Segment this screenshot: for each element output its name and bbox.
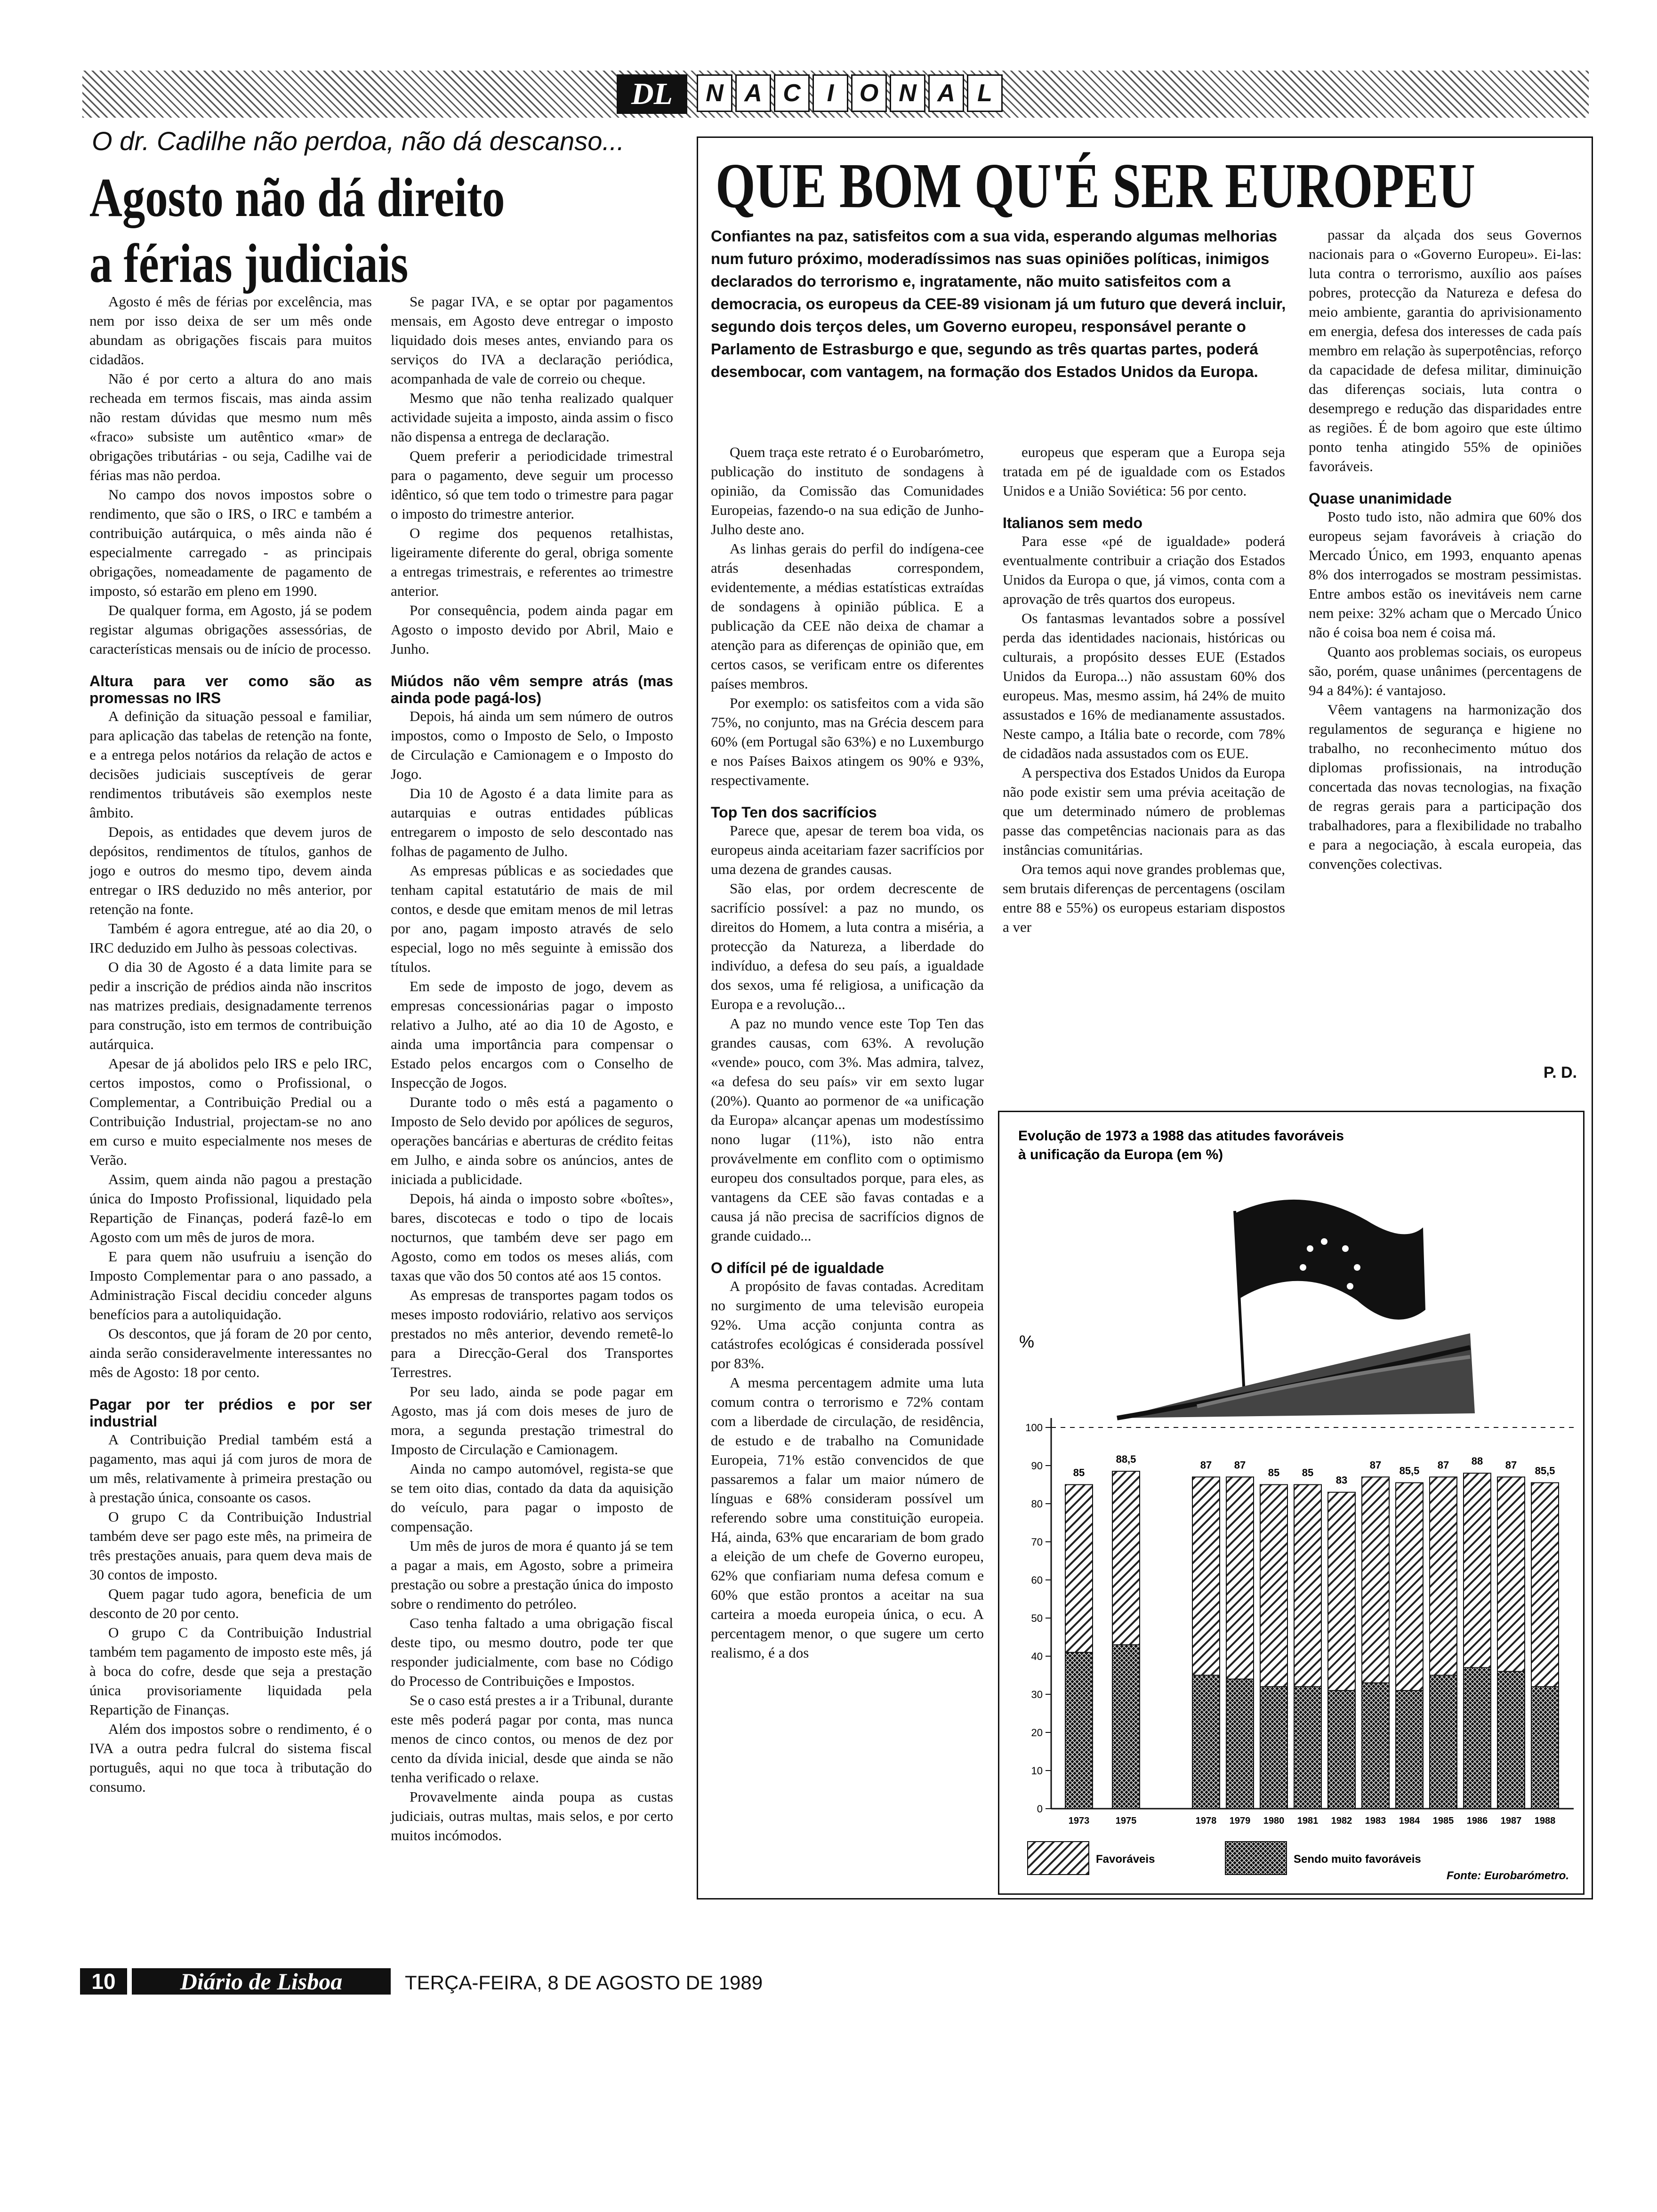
left-article-column-2: [391, 292, 673, 1845]
paragraph: Um mês de juros de mora é quanto já se tem a pagar a mais, em Agosto, sobre a primeira prestação ou sobre a prestação única do imposto sobre o rendimento do petróleo.: [391, 1538, 673, 1612]
masthead-logo: DL: [617, 74, 687, 114]
bar-value-label: 87: [1234, 1459, 1246, 1471]
y-tick-label: 10: [1031, 1765, 1043, 1777]
legend-label-muito-favoraveis: Sendo muito favoráveis: [1294, 1853, 1421, 1866]
x-tick-label: 1983: [1365, 1816, 1386, 1826]
subheading: O difícil pé de igualdade: [711, 1259, 885, 1276]
footer-page-number: 10: [80, 1968, 127, 1995]
bar-value-label: 83: [1335, 1474, 1348, 1486]
paragraph: Os descontos, que já foram de 20 por cento, ainda serão consideravelmente interessantes no mês de Agosto: 18 por cento.: [89, 1325, 372, 1380]
paragraph: O grupo C da Contribuição Industrial também tem pagamento de imposto este mês, já à boca do cofre, desde que seja a prestação única provisoriamente liquidada pela Repartição de Finanças.: [89, 1624, 372, 1718]
right-article-lead: Confiantes na paz, satisfeitos com a sua vida, esperando algumas melhorias num futuro próximo, moderadíssimos nas suas opiniões políticas, inimigos declarados do terrorismo e, ingratamente, não muito satisfeitos com a democracia, os europeus da CEE-89 visionam já um futuro que deverá incluir, segundo dois terços deles, um Governo europeu, responsável perante o Parlamento de Estrasburgo e que, segundo as três quartas partes, poderá desembocar, com vantagem, na formação dos Estados Unidos da Europa.: [711, 227, 1286, 380]
paragraph: Não é por certo a altura do ano mais recheada em termos fiscais, mas ainda assim não restam dúvidas que mesmo num mês «fraco» subsiste um autêntico «mar» de obrigações tributárias - ou seja, Cadilhe vai de férias mas não perdoa.: [89, 370, 372, 483]
bar-muito-favoraveis-1984: [1396, 1691, 1423, 1809]
bar-muito-favoraveis-1981: [1294, 1687, 1321, 1809]
y-tick-label: 90: [1031, 1460, 1043, 1472]
bar-value-label: 85: [1268, 1467, 1280, 1479]
paragraph: Mesmo que não tenha realizado qualquer actividade sujeita a imposto, ainda assim o fisco não dispensa a entrega de declaração.: [391, 390, 673, 445]
paragraph: Quanto aos problemas sociais, os europeus são, porém, quase unânimes (percentagens de 94 a 84%): é vantajoso.: [1309, 643, 1582, 698]
bar-muito-favoraveis-1987: [1497, 1671, 1525, 1809]
paragraph: Dia 10 de Agosto é a data limite para as autarquias e outras entidades públicas entregarem o imposto de selo descontado nas folhas de pagamento de Julho.: [391, 785, 673, 859]
bar-value-label: 85,5: [1399, 1465, 1420, 1477]
left-title-line2: a férias judiciais: [89, 232, 409, 294]
section-letter: A: [735, 74, 771, 112]
x-tick-label: 1973: [1068, 1816, 1090, 1826]
paragraph: As linhas gerais do perfil do indígena-cee atrás desenhadas correspondem, evidentemente, a médias estatísticas extraídas de sondagens à opinião pública. E a publicação da CEE não deixa de chamar a atenção para as diferenças de opinião que, em certos casos, se verificam entre os diferentes países membros.: [711, 540, 984, 692]
paragraph: Parece que, apesar de terem boa vida, os europeus ainda aceitariam fazer sacrifícios por uma dezena de grandes causas.: [711, 822, 984, 877]
x-tick-label: 1984: [1399, 1816, 1420, 1826]
bar-muito-favoraveis-1985: [1430, 1675, 1457, 1809]
section-letter: L: [967, 74, 1003, 112]
bar-value-label: 87: [1200, 1459, 1212, 1471]
crowd-with-flag-illustration: [1117, 1200, 1475, 1418]
paragraph: passar da alçada dos seus Governos nacionais para o «Governo Europeu». Ei-las: luta contra o terrorismo, auxílio aos países pobres, protecção da Natureza e defesa do meio ambiente, garantia do aprivisionamento em energia, defesa dos interesses de cada país membro em relação às superpotências, reforço da capacidade de defesa militar, diminuição das diferenças sociais, luta contra o desemprego e redução das disparidades entre as regiões. É de bom agoiro que este último ponto tenha atingido 55% de opiniões favoráveis.: [1309, 226, 1582, 474]
section-letter: N: [697, 74, 732, 112]
right-article-title: QUE BOM QU'É SER EUROPEU: [716, 151, 1476, 221]
paragraph: Ainda no campo automóvel, regista-se que se tem oito dias, contado da data da aquisição do veículo, para pagar o imposto de compensação.: [391, 1460, 673, 1535]
paragraph: Depois, há ainda o imposto sobre «boîtes», bares, discotecas e todo o tipo de locais nocturnos, que também deve ser pago em Agosto, como em todos os meses aliás, com taxas que vão dos 50 contos até aos 15 contos.: [391, 1190, 673, 1284]
paragraph: Para esse «pé de igualdade» poderá eventualmente contribuir a criação dos Estados Unidos da Europa o que, já vimos, conta com a aprovação de três quartos dos europeus.: [1003, 533, 1285, 607]
y-tick-label: 0: [1037, 1803, 1043, 1815]
x-tick-label: 1979: [1229, 1816, 1251, 1826]
paragraph: Ora temos aqui nove grandes problemas que, sem brutais diferenças de percentagens (oscilam entre 88 e 55%) os europeus estariam dispostos a ver: [1003, 861, 1285, 935]
left-article-kicker: O dr. Cadilhe não perdoa, não dá descanso...: [92, 126, 625, 156]
paragraph: De qualquer forma, em Agosto, já se podem registar algumas obrigações assessórias, de características mensais ou de início de processo.: [89, 602, 372, 657]
bar-value-label: 87: [1369, 1459, 1382, 1471]
x-tick-label: 1981: [1297, 1816, 1319, 1826]
chart-title-line2: à unificação da Europa (em %): [1018, 1147, 1223, 1162]
paragraph: Além dos impostos sobre o rendimento, é o IVA a outra pedra fulcral do sistema fiscal português, aqui no que toca à tributação do consumo.: [89, 1721, 372, 1795]
paragraph: Também é agora entregue, até ao dia 20, o IRC deduzido em Julho às pessoas colectivas.: [89, 920, 372, 956]
subheading: Quase unanimidade: [1309, 490, 1452, 507]
paragraph: As empresas públicas e as sociedades que tenham capital estatutário de mais de mil contos, e desde que emitam menos de mil letras por ano, pagam imposto através de selo especial, logo no mês seguinte à emissão dos títulos.: [391, 862, 673, 975]
x-tick-label: 1987: [1500, 1816, 1522, 1826]
paragraph: A Contribuição Predial também está a pagamento, mas aqui já com juros de mora de um mês, relativamente à primeira prestação ou à prestação única, consoante os casos.: [89, 1431, 372, 1506]
bar-muito-favoraveis-1973: [1065, 1652, 1093, 1809]
paragraph: A definição da situação pessoal e familiar, para aplicação das tabelas de retenção na fonte, e a entrega pelos notários da relação de actos e decisões judiciais susceptíveis de gerar rendimentos tributáveis são exemplos neste âmbito.: [89, 708, 372, 821]
bar-muito-favoraveis-1988: [1531, 1687, 1559, 1809]
section-letter: O: [851, 74, 887, 112]
paragraph: Os fantasmas levantados sobre a possível perda das identidades nacionais, históricas ou culturais, a propósito desses EUE (Estados Unidos da Europa...) não assustam 60% dos europeus. Mas, mesmo assim, há 24% de muito assustados e 16% de medianamente assustados. Neste campo, a Itália bate o recorde, com 78% de cidadãos nada assustados com os EUE.: [1003, 610, 1285, 761]
paragraph: Se pagar IVA, e se optar por pagamentos mensais, em Agosto deve entregar o imposto liquidado dois meses antes, enviando para os serviços do IVA a declaração periódica, acompanhada de vale de correio ou cheque.: [391, 293, 673, 387]
paragraph: O dia 30 de Agosto é a data limite para se pedir a inscrição de prédios ainda não inscritos nas matrizes prediais, designadamente terrenos para construção, isto em termos de contribuição autárquica.: [89, 959, 372, 1052]
left-article-column-1: [89, 292, 372, 1796]
paragraph: Depois, há ainda um sem número de outros impostos, como o Imposto de Selo, o Imposto de Circulação e Camionagem e o Imposto do Jogo.: [391, 708, 673, 782]
paragraph: Depois, as entidades que devem juros de depósitos, rendimentos de títulos, ganhos de jogo e outros do mesmo tipo, devem ainda entregar o IRS deduzido no mês anterior, por retenção na fonte.: [89, 824, 372, 917]
x-tick-label: 1988: [1534, 1816, 1556, 1826]
y-tick-label: 30: [1031, 1689, 1043, 1700]
paragraph: Durante todo o mês está a pagamento o Imposto de Selo devido por apólices de seguros, operações bancárias e aberturas de crédito feitas em Julho, e ainda sobre os anúncios, antes de iniciada a publicidade.: [391, 1094, 673, 1187]
chart-panel: [998, 1111, 1585, 1895]
y-tick-label: 70: [1031, 1536, 1043, 1548]
subheading: Miúdos não vêm sempre atrás (mas ainda pode pagá-los): [391, 673, 673, 706]
paragraph: Apesar de já abolidos pelo IRS e pelo IRC, certos impostos, como o Profissional, o Complementar, a Contribuição Predial ou a Contribuição Industrial, projectam-se no ano em curso e muito especialmente nos meses de Verão.: [89, 1055, 372, 1168]
footer-date: TERÇA-FEIRA, 8 DE AGOSTO DE 1989: [405, 1972, 763, 1994]
paragraph: Por consequência, podem ainda pagar em Agosto o imposto devido por Abril, Maio e Junho.: [391, 602, 673, 657]
bar-value-label: 87: [1505, 1459, 1517, 1471]
paragraph: A paz no mundo vence este Top Ten das grandes causas, com 63%. A revolução «vende» pouco, com 3%. Mas admira, talvez, «a defesa do seu país» vir em sexto lugar (20%). Quanto ao pormenor de «a unificação da Europa» alcançar apenas um modestíssimo nono lugar (11%), isto não entra provávelmente em conflito com o optimismo europeu dos consultados porque, para eles, as vantagens da CEE são favas contadas e a causa já não precisa de sacrifícios dignos de grande cuidado...: [711, 1015, 984, 1244]
bar-value-label: 85,5: [1535, 1465, 1555, 1477]
y-tick-label: 100: [1025, 1422, 1043, 1434]
favorability-bar-chart: [999, 1112, 1583, 1893]
bar-muito-favoraveis-1986: [1464, 1667, 1491, 1809]
bar-muito-favoraveis-1982: [1328, 1691, 1355, 1809]
right-article-column-3: [1309, 225, 1582, 874]
paragraph: Provavelmente ainda poupa as custas judiciais, outras multas, mais selos, e por certo muitos incómodos.: [391, 1788, 673, 1843]
section-letter: A: [928, 74, 964, 112]
legend-swatch-favoraveis: [1028, 1842, 1089, 1875]
paragraph: E para quem não usufruiu a isenção do Imposto Complementar para o ano passado, a Administração Fiscal decidiu conceder alguns benefícios para a autoliquidação.: [89, 1248, 372, 1322]
paragraph: Se o caso está prestes a ir a Tribunal, durante este mês poderá pagar por conta, mas nunca menos de cinco contos, ou menos de dez por cento da dívida inicial, desde que ainda se não tenha verificado o relaxe.: [391, 1692, 673, 1786]
bar-muito-favoraveis-1978: [1192, 1675, 1220, 1809]
paragraph: O grupo C da Contribuição Industrial também deve ser pago este mês, na primeira de três prestações anuais, para quem deva mais de 30 contos de imposto.: [89, 1508, 372, 1583]
paragraph: O regime dos pequenos retalhistas, ligeiramente diferente do geral, obriga somente a entregas trimestrais, e referentes ao trimestre anterior.: [391, 525, 673, 599]
paragraph: Por exemplo: os satisfeitos com a vida são 75%, no conjunto, mas na Grécia descem para 60% (em Portugal são 63%) e no Luxemburgo e nos Países Baixos atingem os 90% e 93%, respectivamente.: [711, 695, 984, 788]
subheading: Pagar por ter prédios e por ser industrial: [89, 1396, 372, 1430]
subheading: Altura para ver como são as promessas no IRS: [89, 673, 372, 706]
subheading: Top Ten dos sacrifícios: [711, 804, 877, 821]
chart-title-line1: Evolução de 1973 a 1988 das atitudes favoráveis: [1018, 1128, 1344, 1144]
footer-paper-name: Diário de Lisboa: [132, 1968, 391, 1995]
bar-muito-favoraveis-1979: [1226, 1679, 1254, 1809]
paragraph: Por seu lado, ainda se pode pagar em Agosto, mas já com dois meses de juro de mora, a segunda prestação trimestral do Imposto de Circulação e Camionagem.: [391, 1383, 673, 1458]
left-title-line1: Agosto não dá direito: [89, 167, 505, 228]
legend-swatch-muito-favoraveis: [1225, 1842, 1287, 1875]
article-signature: P. D.: [1543, 1064, 1577, 1082]
y-tick-label: 20: [1031, 1727, 1043, 1739]
paragraph: Assim, quem ainda não pagou a prestação única do Imposto Profissional, liquidado pela Repartição de Finanças, poderá fazê-lo em Agosto com um mês de juros de mora.: [89, 1171, 372, 1245]
paragraph: No campo dos novos impostos sobre o rendimento, que são o IRS, o IRC e também a contribuição autárquica, o mês ainda não é especialmente carregado - as principais obrigações, nomeadamente de pagamento de imposto, só estarão em pleno em 1990.: [89, 486, 372, 599]
section-letter: I: [812, 74, 848, 112]
paragraph: Quem traça este retrato é o Eurobarómetro, publicação do instituto de sondagens à opinião, da Comissão das Comunidades Europeias, fazendo-o na sua edição de Junho-Julho deste ano.: [711, 444, 984, 537]
legend-label-favoraveis: Favoráveis: [1096, 1853, 1155, 1866]
x-tick-label: 1975: [1115, 1816, 1137, 1826]
bar-muito-favoraveis-1980: [1260, 1687, 1287, 1809]
chart-source: Fonte: Eurobarómetro.: [1446, 1869, 1569, 1882]
paragraph: Vêem vantagens na harmonização dos regulamentos de segurança e higiene no trabalho, no reconhecimento mútuo dos diplomas profissionais, na introdução concertada das novas tecnologias, na fixação de regras gerais para a participação dos trabalhadores, para a flexibilidade no trabalho e para a negociação, à escala europeia, das convenções colectivas.: [1309, 701, 1582, 872]
bar-value-label: 85: [1073, 1467, 1085, 1479]
paragraph: Caso tenha faltado a uma obrigação fiscal deste tipo, ou mesmo doutro, pode ter que responder judicialmente, com base no Código do Processo de Contribuições e Impostos.: [391, 1615, 673, 1689]
x-tick-label: 1980: [1263, 1816, 1285, 1826]
bar-value-label: 85: [1302, 1467, 1314, 1479]
bar-value-label: 88: [1471, 1455, 1483, 1467]
x-tick-label: 1986: [1466, 1816, 1488, 1826]
x-tick-label: 1985: [1432, 1816, 1454, 1826]
paragraph: europeus que esperam que a Europa seja tratada em pé de igualdade com os Estados Unidos e a União Soviética: 56 por cento.: [1003, 444, 1285, 499]
paragraph: A propósito de favas contadas. Acreditam no surgimento de uma televisão europeia 92%. Uma acção conjunta contra as catástrofes ecológicas é considerada possível por 83%.: [711, 1278, 984, 1371]
chart-y-axis-label: %: [1019, 1332, 1035, 1351]
paragraph: As empresas de transportes pagam todos os meses imposto rodoviário, relativo aos serviços prestados no mês anterior, devendo remetê-lo para a Direcção-Geral dos Transportes Terrestres.: [391, 1287, 673, 1380]
section-label-nacional: [697, 74, 1005, 114]
bar-muito-favoraveis-1983: [1362, 1683, 1389, 1809]
bar-muito-favoraveis-1975: [1112, 1645, 1140, 1809]
paragraph: Posto tudo isto, não admira que 60% dos europeus sejam favoráveis à criação do Mercado Único, em 1993, enquanto apenas 8% dos interrogados se mostram pessimistas. Entre ambos estão os inevitáveis nem carne nem peixe: 32% acham que o Mercado Único não é coisa boa nem é coisa má.: [1309, 508, 1582, 641]
paragraph: Em sede de imposto de jogo, devem as empresas concessionárias pagar o imposto relativo a Julho, até ao dia 10 de Agosto, e ainda uma importância para compensar o Estado pelos encargos com o Conselho de Inspecção de Jogos.: [391, 978, 673, 1091]
right-article-column-1: [711, 442, 984, 1662]
paragraph: Quem preferir a periodicidade trimestral para o pagamento, deve seguir um processo idêntico, só que tem todo o trimestre para pagar o imposto do trimestre anterior.: [391, 448, 673, 522]
bar-value-label: 87: [1437, 1459, 1449, 1471]
x-tick-label: 1982: [1331, 1816, 1352, 1826]
bar-value-label: 88,5: [1116, 1453, 1136, 1466]
y-tick-label: 50: [1031, 1612, 1043, 1624]
y-tick-label: 40: [1031, 1651, 1043, 1662]
section-letter: C: [774, 74, 810, 112]
paragraph: Quem pagar tudo agora, beneficia de um desconto de 20 por cento.: [89, 1586, 372, 1621]
paragraph: São elas, por ordem decrescente de sacrifício possível: a paz no mundo, os direitos do Homem, a luta contra a miséria, a protecção da Natureza, a liberdade do indivíduo, a defesa do seu país, a igualdade dos sexos, uma fé religiosa, a unificação da Europa e a revolução...: [711, 880, 984, 1012]
section-letter: N: [890, 74, 925, 112]
y-tick-label: 80: [1031, 1498, 1043, 1510]
paragraph: Agosto é mês de férias por excelência, mas nem por isso deixa de ser um mês onde abundam as obrigações fiscais para muitos cidadãos.: [89, 293, 372, 368]
subheading: Italianos sem medo: [1003, 514, 1142, 531]
right-article-column-2: [1003, 442, 1285, 937]
y-tick-label: 60: [1031, 1574, 1043, 1586]
paragraph: A mesma percentagem admite uma luta comum contra o terrorismo e 72% contam com a liberdade de circulação, de residência, de estudo e de trabalho na Comunidade Europeia, 71% estão convencidos de que passaremos a falar um maior número de línguas e 68% consideram possível um referendo sobre uma constituição europeia. Há, ainda, 63% que encarariam de bom grado a eleição de um chefe de Governo europeu, 62% que confiariam numa defesa comum e 60% que estão prontos a aceitar na sua carteira a moeda europeia única, o ecu. A percentagem menor, o que sugere um certo realismo, é a dos: [711, 1374, 984, 1661]
paragraph: A perspectiva dos Estados Unidos da Europa não pode existir sem uma prévia aceitação de que um determinado número de problemas passe das competências nacionais para as das instâncias comunitárias.: [1003, 764, 1285, 858]
x-tick-label: 1978: [1195, 1816, 1217, 1826]
left-article-title: [89, 165, 576, 297]
